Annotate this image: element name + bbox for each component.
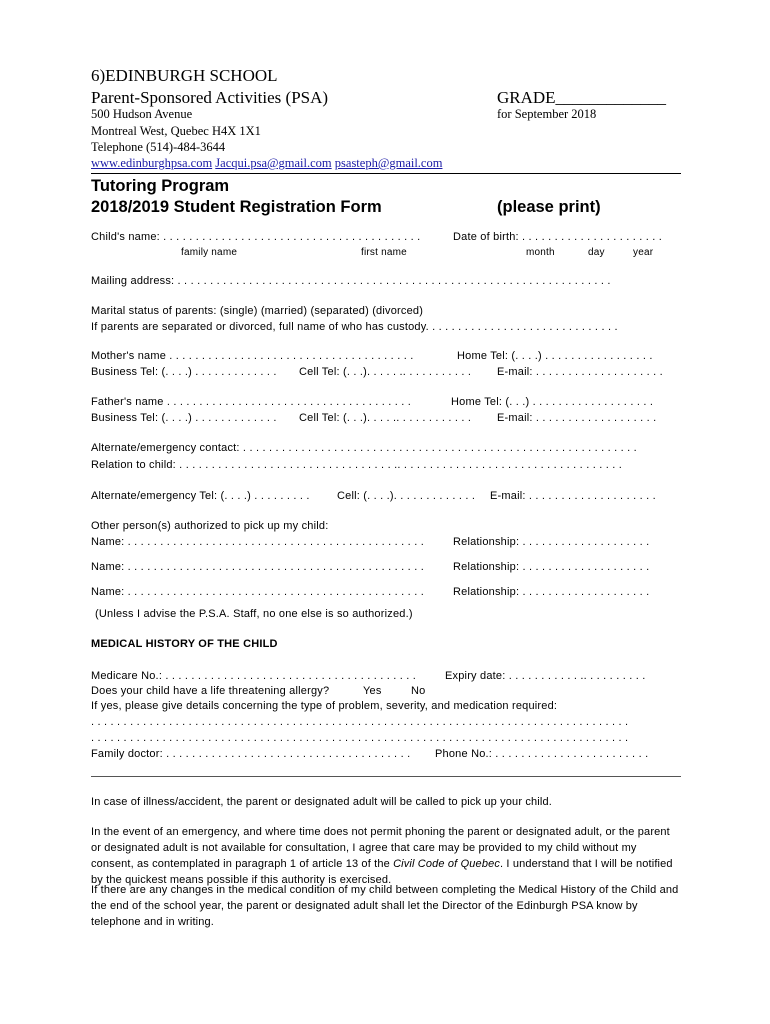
- pickup-relationship-2: Relationship: . . . . . . . . . . . . . . . . . . . .: [453, 561, 650, 573]
- emergency-paragraph: [91, 824, 681, 888]
- details-line-2: . . . . . . . . . . . . . . . . . . . . . . . . . . . . . . . . . . . . . . . . . . . . . . . . . . . . . . . . . . . . . . . . . . . . . . . . . . . . . . . . . . .: [91, 732, 629, 744]
- details-prompt: If yes, please give details concerning the type of problem, severity, and medication required:: [91, 700, 558, 712]
- grade-field: GRADE_____________: [497, 88, 667, 107]
- mother-cell-tel-field: Cell Tel: (. . .). . . . . .. . . . . . . . . . .: [299, 366, 472, 378]
- alt-contact-field: Alternate/emergency contact: . . . . . . . . . . . . . . . . . . . . . . . . . . . . . . . . . . . . . . . . . . . . . . . . . . . . . . . . . . . . .: [91, 442, 637, 454]
- medical-divider: [91, 776, 681, 777]
- alt-tel-field: Alternate/emergency Tel: (. . . .) . . . . . . . . .: [91, 490, 310, 502]
- child-name-field: Child's name: . . . . . . . . . . . . . . . . . . . . . . . . . . . . . . . . . . . . . . . .: [91, 231, 421, 243]
- alt-email-field: E-mail: . . . . . . . . . . . . . . . . . . . .: [490, 490, 656, 502]
- email-link-steph[interactable]: psasteph@gmail.com: [334, 156, 443, 170]
- emergency-text-end: . I understand that I will be notified by the quickest means possible if this authority is exercised.: [91, 858, 673, 886]
- school-address: 500 Hudson Avenue: [91, 107, 193, 121]
- doctor-phone-field: Phone No.: . . . . . . . . . . . . . . . . . . . . . . . .: [435, 748, 649, 760]
- father-cell-tel-field: Cell Tel: (. . .). . . . .. . . . . . . . . . . .: [299, 412, 472, 424]
- year-label: year: [633, 247, 654, 258]
- father-email-field: E-mail: . . . . . . . . . . . . . . . . . . .: [497, 412, 657, 424]
- mother-email-field: E-mail: . . . . . . . . . . . . . . . . . . . .: [497, 366, 663, 378]
- please-print-note: (please print): [497, 198, 601, 216]
- day-label: day: [588, 247, 605, 258]
- pickup-relationship-3: Relationship: . . . . . . . . . . . . . . . . . . . .: [453, 586, 650, 598]
- pickup-name-2: Name: . . . . . . . . . . . . . . . . . . . . . . . . . . . . . . . . . . . . . . . . . . . . . .: [91, 561, 424, 573]
- program-title: Tutoring Program: [91, 177, 230, 195]
- medical-change-paragraph: If there are any changes in the medical condition of my child between completing the Medical History of the Child and the end of the school year, the parent or designated adult shall let the Director of the Edinburgh PSA know by telephone and in writing.: [91, 884, 679, 928]
- first-name-label: first name: [361, 247, 407, 258]
- mother-name-field: Mother's name . . . . . . . . . . . . . . . . . . . . . . . . . . . . . . . . . . . . . .: [91, 350, 414, 362]
- marital-status-field: Marital status of parents: (single) (married) (separated) (divorced): [91, 305, 424, 317]
- medicare-field: Medicare No.: . . . . . . . . . . . . . . . . . . . . . . . . . . . . . . . . . . . . . . .: [91, 670, 417, 682]
- pickup-name-1: Name: . . . . . . . . . . . . . . . . . . . . . . . . . . . . . . . . . . . . . . . . . . . . . .: [91, 536, 424, 548]
- form-title: 2018/2019 Student Registration Form: [91, 198, 382, 216]
- mailing-address-field: Mailing address: . . . . . . . . . . . . . . . . . . . . . . . . . . . . . . . . . . . . . . . . . . . . . . . . . . . . . . . . . . . . . . . . . . .: [91, 275, 611, 287]
- org-name: Parent-Sponsored Activities (PSA): [91, 88, 329, 107]
- pickup-note: (Unless I advise the P.S.A. Staff, no one else is so authorized.): [95, 608, 413, 620]
- school-name: 6)EDINBURGH SCHOOL: [91, 66, 278, 85]
- email-link-jacqui[interactable]: Jacqui.psa@gmail.com: [215, 156, 332, 170]
- medical-heading: MEDICAL HISTORY OF THE CHILD: [91, 638, 278, 650]
- allergy-question: Does your child have a life threatening allergy?: [91, 685, 330, 697]
- website-link[interactable]: www.edinburghpsa.com: [91, 156, 213, 170]
- pickup-heading: Other person(s) authorized to pick up my child:: [91, 520, 329, 532]
- family-doctor-field: Family doctor: . . . . . . . . . . . . . . . . . . . . . . . . . . . . . . . . . . . . . .: [91, 748, 411, 760]
- custody-field: If parents are separated or divorced, full name of who has custody. . . . . . . . . . . . . . . . . . . . . . . . . . . . . .: [91, 321, 618, 333]
- mother-home-tel-field: Home Tel: (. . . .) . . . . . . . . . . . . . . . . .: [457, 350, 653, 362]
- school-telephone: Telephone (514)-484-3644: [91, 140, 226, 154]
- allergy-no-option: No: [411, 685, 426, 697]
- relation-field: Relation to child: . . . . . . . . . . . . . . . . . . . . . . . . . . . . . . . . . .. . . . . . . . . . . . . . . . . . . . . . . . . . . . . . . . . . .: [91, 459, 623, 471]
- pickup-name-3: Name: . . . . . . . . . . . . . . . . . . . . . . . . . . . . . . . . . . . . . . . . . . . . . .: [91, 586, 424, 598]
- alt-cell-field: Cell: (. . . .). . . . . . . . . . . . .: [337, 490, 476, 502]
- header-divider: [91, 173, 681, 174]
- emergency-text-start: In the event of an emergency, and where time does not permit phoning the parent or designated adult, or the parent or designated adult is not available for consultation, I agree that care may be provided to my child without my consent, as contemplated in paragraph 1 of article 13 of the: [91, 826, 670, 870]
- allergy-yes-option: Yes: [363, 685, 382, 697]
- contact-links: [91, 156, 442, 171]
- for-september: for September 2018: [497, 107, 597, 121]
- father-name-field: Father's name . . . . . . . . . . . . . . . . . . . . . . . . . . . . . . . . . . . . . .: [91, 396, 412, 408]
- father-business-tel-field: Business Tel: (. . . .) . . . . . . . . . . . . .: [91, 412, 277, 424]
- expiry-date-field: Expiry date: . . . . . . . . . . . .. . . . . . . . . .: [445, 670, 646, 682]
- pickup-relationship-1: Relationship: . . . . . . . . . . . . . . . . . . . .: [453, 536, 650, 548]
- school-city: Montreal West, Quebec H4X 1X1: [91, 124, 261, 138]
- month-label: month: [526, 247, 555, 258]
- illness-paragraph: In case of illness/accident, the parent or designated adult will be called to pick up your child.: [91, 796, 552, 808]
- details-line-1: . . . . . . . . . . . . . . . . . . . . . . . . . . . . . . . . . . . . . . . . . . . . . . . . . . . . . . . . . . . . . . . . . . . . . . . . . . . . . . . . . . .: [91, 716, 629, 728]
- family-name-label: family name: [181, 247, 238, 258]
- civil-code-title: Civil Code of Quebec: [393, 858, 501, 870]
- father-home-tel-field: Home Tel: (. . .) . . . . . . . . . . . . . . . . . . .: [451, 396, 654, 408]
- date-of-birth-field: Date of birth: . . . . . . . . . . . . . . . . . . . . . .: [453, 231, 663, 243]
- mother-business-tel-field: Business Tel: (. . . .) . . . . . . . . . . . . .: [91, 366, 277, 378]
